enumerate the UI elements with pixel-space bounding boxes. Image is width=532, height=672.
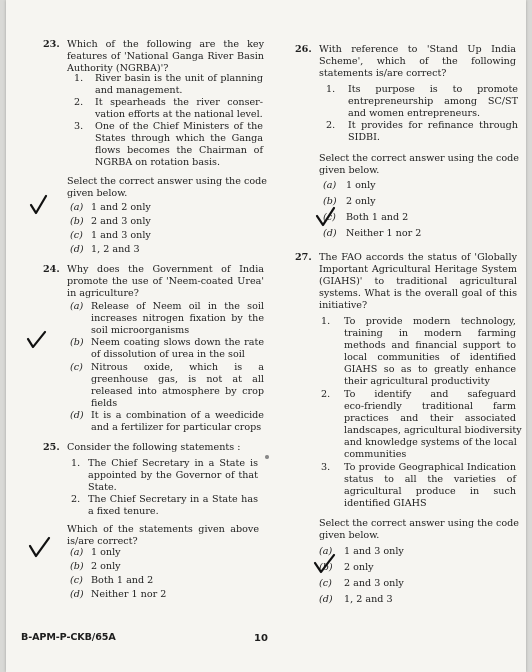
q25-option-label: (d) (70, 589, 84, 600)
q24-option-line: soil microorganisms (91, 325, 190, 336)
q25-option-label: (a) (70, 547, 84, 558)
q27-item-line: To provide Geographical Indication (344, 462, 516, 473)
q26-item-number: 2. (326, 120, 336, 131)
q27-option-text: 2 and 3 only (344, 578, 404, 589)
q27-stem-line: systems. What is the overall goal of this (319, 288, 517, 299)
q25-item-number: 2. (71, 494, 81, 505)
q26-item-line: entrepreneurship among SC/ST (348, 96, 518, 107)
q25-option-label: (b) (70, 561, 84, 572)
q26-option-text: 1 only (346, 180, 376, 191)
q26-item-line: Its purpose is to promote (348, 84, 518, 95)
q24-option-line: increases nitrogen fixation by the (91, 313, 264, 324)
q23-item-number: 2. (74, 97, 84, 108)
q25-option-label: (c) (70, 575, 83, 586)
q27-item-line: local communities of identified (344, 352, 516, 363)
q27-option-label: (c) (319, 578, 332, 589)
q23-item-line: NGRBA on rotation basis. (95, 157, 221, 168)
q25-item-line: a fixed tenure. (88, 506, 159, 517)
q27-stem-line: The FAO accords the status of 'Globally (319, 252, 517, 263)
q26-item-line: It provides for refinance through (348, 120, 518, 131)
q27-item-line: status to all the varieties of (344, 474, 516, 485)
q27-item-line: and knowledge systems of the local (344, 437, 517, 448)
q24-tick-mark-icon (26, 329, 48, 351)
q23-item-line: States through which the Ganga (95, 133, 263, 144)
q27-stem-line: initiative? (319, 300, 368, 311)
q25-item-number: 1. (71, 458, 81, 469)
q24-option-line: It is a combination of a weedicide (91, 410, 264, 421)
q23-item-line: flows becomes the Chairman of (95, 145, 263, 156)
q26-option-label: (c) (323, 212, 336, 223)
q25-item-line: The Chief Secretary in a State has (88, 494, 258, 505)
q24-stem-line: in agriculture? (67, 288, 139, 299)
q27-item-line: GIAHS so as to greatly enhance (344, 364, 516, 375)
q26-option-text: Both 1 and 2 (346, 212, 409, 223)
q24-option-label: (b) (70, 337, 84, 348)
q26-option-text: Neither 1 nor 2 (346, 228, 422, 239)
q27-item-line: communities (344, 449, 407, 460)
q23-number: 23. (43, 39, 60, 50)
q27-option-label: (d) (319, 594, 333, 605)
q23-option-label: (c) (70, 230, 83, 241)
q25-instruction-line: Which of the statements given above (67, 524, 259, 535)
q24-option-line: of dissolution of urea in the soil (91, 349, 245, 360)
q27-item-number: 2. (321, 389, 331, 400)
q26-item-line: SIDBI. (348, 132, 380, 143)
q23-instruction-line: given below. (67, 188, 128, 199)
q24-option-line: Nitrous oxide, which is a (91, 362, 264, 373)
q27-item-line: practices and their associated (344, 413, 516, 424)
q26-item-number: 1. (326, 84, 336, 95)
q23-item-line: vation efforts at the national level. (95, 109, 263, 120)
q23-option-label: (d) (70, 244, 84, 255)
q26-number: 26. (295, 44, 312, 55)
q23-item-number: 1. (74, 73, 84, 84)
q25-option-text: 2 only (91, 561, 121, 572)
q24-option-line: and a fertilizer for particular crops (91, 422, 262, 433)
q24-option-line: Neem coating slows down the rate (91, 337, 264, 348)
q25-stem-line: Consider the following statements : (67, 442, 241, 453)
q26-option-text: 2 only (346, 196, 376, 207)
q23-option-text: 2 and 3 only (91, 216, 151, 227)
q25-option-text: Neither 1 nor 2 (91, 589, 167, 600)
pen-mark-dot (265, 455, 269, 459)
q24-number: 24. (43, 264, 60, 275)
q23-item-line: and management. (95, 85, 183, 96)
q26-instruction-line: Select the correct answer using the code (319, 153, 519, 164)
q23-item-line: One of the Chief Ministers of the (95, 121, 263, 132)
q23-option-text: 1, 2 and 3 (91, 244, 140, 255)
q23-tick-mark-icon (29, 194, 49, 216)
q26-option-label: (b) (323, 196, 337, 207)
q26-option-label: (a) (323, 180, 337, 191)
q27-item-line: training in modern farming (344, 328, 516, 339)
q23-stem-line: Which of the following are the key (67, 39, 264, 50)
q27-instruction-line: given below. (319, 530, 380, 541)
q26-stem-line: Scheme', which of the following (319, 56, 516, 67)
q27-instruction-line: Select the correct answer using the code (319, 518, 519, 529)
q24-option-line: released into atmosphere by crop (91, 386, 264, 397)
q24-option-label: (d) (70, 410, 84, 421)
q27-option-text: 1, 2 and 3 (344, 594, 393, 605)
q25-item-line: State. (88, 482, 117, 493)
q23-option-text: 1 and 2 only (91, 202, 151, 213)
q23-stem-line: features of 'National Ganga River Basin (67, 51, 264, 62)
q23-item-line: It spearheads the river conser- (95, 97, 263, 108)
q27-option-label: (a) (319, 546, 333, 557)
q25-number: 25. (43, 442, 60, 453)
q27-item-line: To identify and safeguard (344, 389, 516, 400)
q27-option-text: 1 and 3 only (344, 546, 404, 557)
q25-instruction-line: is/are correct? (67, 536, 138, 547)
q24-option-line: Release of Neem oil in the soil (91, 301, 264, 312)
q26-instruction-line: given below. (319, 165, 380, 176)
q25-tick-mark-icon (28, 536, 52, 560)
q27-tick-mark-icon (313, 553, 337, 575)
q24-stem-line: promote the use of 'Neem-coated Urea' (67, 276, 264, 287)
q25-item-line: appointed by the Governor of that (88, 470, 258, 481)
q26-option-label: (d) (323, 228, 337, 239)
page-number: 10 (254, 633, 268, 644)
footer-code: B-APM-P-CKB/65A (21, 632, 116, 643)
q27-item-line: their agricultural productivity (344, 376, 490, 387)
q27-option-text: 2 only (344, 562, 374, 573)
q23-option-label: (b) (70, 216, 84, 227)
q24-option-line: fields (91, 398, 118, 409)
q24-stem-line: Why does the Government of India (67, 264, 264, 275)
q25-item-line: The Chief Secretary in a State is (88, 458, 258, 469)
q27-item-line: methods and financial support to (344, 340, 516, 351)
q24-option-label: (c) (70, 362, 83, 373)
q23-option-label: (a) (70, 202, 84, 213)
q24-option-line: greenhouse gas, is not at all (91, 374, 264, 385)
q26-tick-mark-icon (315, 206, 337, 228)
q27-item-number: 3. (321, 462, 331, 473)
q24-option-label: (a) (70, 301, 84, 312)
q27-item-line: To provide modern technology, (344, 316, 516, 327)
q25-option-text: 1 only (91, 547, 121, 558)
q26-stem-line: statements is/are correct? (319, 68, 447, 79)
q27-item-number: 1. (321, 316, 331, 327)
q23-instruction-line: Select the correct answer using the code (67, 176, 267, 187)
q27-number: 27. (295, 252, 312, 263)
q23-option-text: 1 and 3 only (91, 230, 151, 241)
q27-item-line: agricultural produce in such (344, 486, 516, 497)
q27-stem-line: Important Agricultural Heritage System (319, 264, 517, 275)
q26-stem-line: With reference to 'Stand Up India (319, 44, 516, 55)
q23-item-line: River basin is the unit of planning (95, 73, 263, 84)
q25-option-text: Both 1 and 2 (91, 575, 154, 586)
q27-item-line: landscapes, agricultural biodiversity (344, 425, 522, 436)
q26-item-line: and women entrepreneurs. (348, 108, 481, 119)
q27-item-line: identified GIAHS (344, 498, 427, 509)
q23-stem-line: Authority (NGRBA)'? (67, 63, 169, 74)
q27-item-line: eco-friendly traditional farm (344, 401, 516, 412)
exam-page (6, 0, 526, 672)
q23-item-number: 3. (74, 121, 84, 132)
q27-option-label: (b) (319, 562, 333, 573)
q27-stem-line: (GIAHS)' to traditional agricultural (319, 276, 517, 287)
